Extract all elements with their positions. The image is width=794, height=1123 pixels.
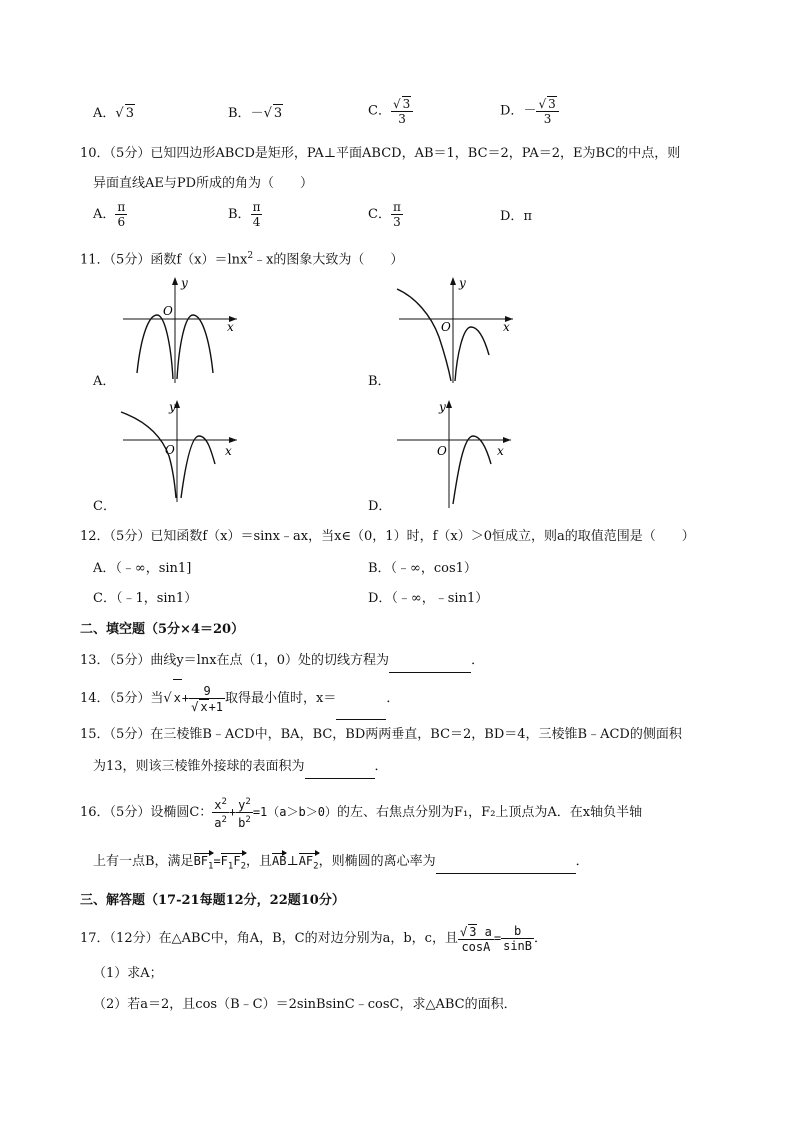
q10-stem-line1: 10．（5分）已知四边形ABCD是矩形，PA⊥平面ABCD，AB＝1，BC＝2，PA＝2，E为BC的中点，则 — [80, 146, 681, 161]
graph-a-origin: O — [163, 304, 173, 318]
graph-c — [115, 398, 245, 503]
graph-a — [115, 275, 245, 385]
graph-b-label: B． — [368, 374, 391, 389]
q17-part1: （1）求A； — [93, 966, 163, 981]
q11-stem: 11．（5分）函数f（x）＝lnx$^2$﹣x的图象大致为（ ） — [80, 251, 404, 268]
graph-d-origin: O — [437, 444, 447, 458]
graph-d — [393, 398, 523, 510]
section-solution-title: 三、解答题（17-21每题12分，22题10分） — [80, 893, 345, 908]
graph-b-x-label: x — [503, 320, 510, 334]
graph-b-origin: O — [441, 320, 451, 334]
q9-option-a: A．√ 3 — [93, 106, 134, 121]
graph-c-origin: O — [165, 443, 175, 457]
q15-line2: 为13，则该三棱锥外接球的表面积为 ． — [93, 758, 388, 779]
q9-option-b: B．－√ 3 — [228, 106, 283, 121]
q14-answer-blank — [336, 683, 386, 720]
graph-b-y-label: y — [459, 276, 466, 290]
q13-answer-blank — [389, 654, 471, 673]
q15-answer-blank — [305, 760, 375, 779]
graph-a-x-label: x — [227, 320, 234, 334]
graph-c-x-label: x — [225, 444, 232, 458]
q16-line2: 上有一点B，满足$BF_1=F_1F_2$，且$AB\perp AF_2$，则椭圆的离心率为 ． — [93, 852, 589, 875]
q10-option-b: B． $\frac{\pi}{4}$ — [228, 200, 261, 229]
q10-option-d: D．π — [500, 209, 532, 224]
q13: 13．（5分）曲线y＝lnx在点（1，0）处的切线方程为 ． — [80, 652, 484, 673]
q12-option-b: B．（﹣∞，cos1） — [368, 561, 477, 576]
q16-answer-blank — [436, 855, 576, 874]
section-fill-in-title: 二、填空题（5分×4＝20） — [80, 622, 245, 637]
q16-line1: 16．（5分）设椭圆C： $\frac{x^2}{a^2}$ + $\frac{y^2}{b^2}$ =1（a＞b＞0）的左、右焦点分别为F₁，F₂上顶点为A．在x轴负半轴 — [80, 797, 643, 830]
q17-stem: 17．（12分）在△ABC中，角A，B，C的对边分别为a，b，c，且 $\frac{√ 3 a}{\cos A}$ = $\frac{b}{\sin B}$ ． — [80, 924, 548, 954]
q10-stem-line2: 异面直线AE与PD所成的角为（ ） — [93, 176, 314, 191]
q9-option-c: C． $\frac{√ 3}{3}$ — [368, 96, 413, 126]
q17-part2: （2）若a＝2，且cos（B﹣C）＝2sinBsinC﹣cosC，求△ABC的面积． — [93, 997, 517, 1012]
q10-option-a: A． $\frac{\pi}{6}$ — [93, 200, 126, 229]
q12-stem: 12．（5分）已知函数f（x）＝sinx﹣ax，当x∈（0，1）时，f（x）＞0恒成立，则a的取值范围是（ ） — [80, 529, 695, 544]
q12-option-c: C．（﹣1，sin1） — [93, 591, 198, 606]
graph-a-label: A． — [93, 374, 116, 389]
q12-option-a: A．（﹣∞，sin1] — [93, 561, 192, 576]
q10-option-c: C． $\frac{\pi}{3}$ — [368, 200, 401, 229]
q15-line1: 15．（5分）在三棱锥B﹣ACD中，BA，BC，BD两两垂直，BC＝2，BD＝4，三棱锥B﹣ACD的侧面积 — [80, 727, 682, 742]
graph-c-label: C． — [93, 499, 116, 514]
graph-a-y-label: y — [181, 276, 188, 290]
q14: 14．（5分）当√ x+ $\frac{9}{√ x+1}$ 取得最小值时，x＝ ． — [80, 679, 399, 715]
graph-d-y-label: y — [439, 400, 446, 414]
graph-d-x-label: x — [497, 444, 504, 458]
q12-option-d: D．（﹣∞，﹣sin1） — [368, 591, 489, 606]
q9-option-d: D．－ $\frac{√ 3}{3}$ — [500, 96, 559, 126]
graph-d-label: D． — [368, 499, 392, 514]
graph-c-y-label: y — [169, 400, 176, 414]
graph-b — [393, 275, 523, 385]
